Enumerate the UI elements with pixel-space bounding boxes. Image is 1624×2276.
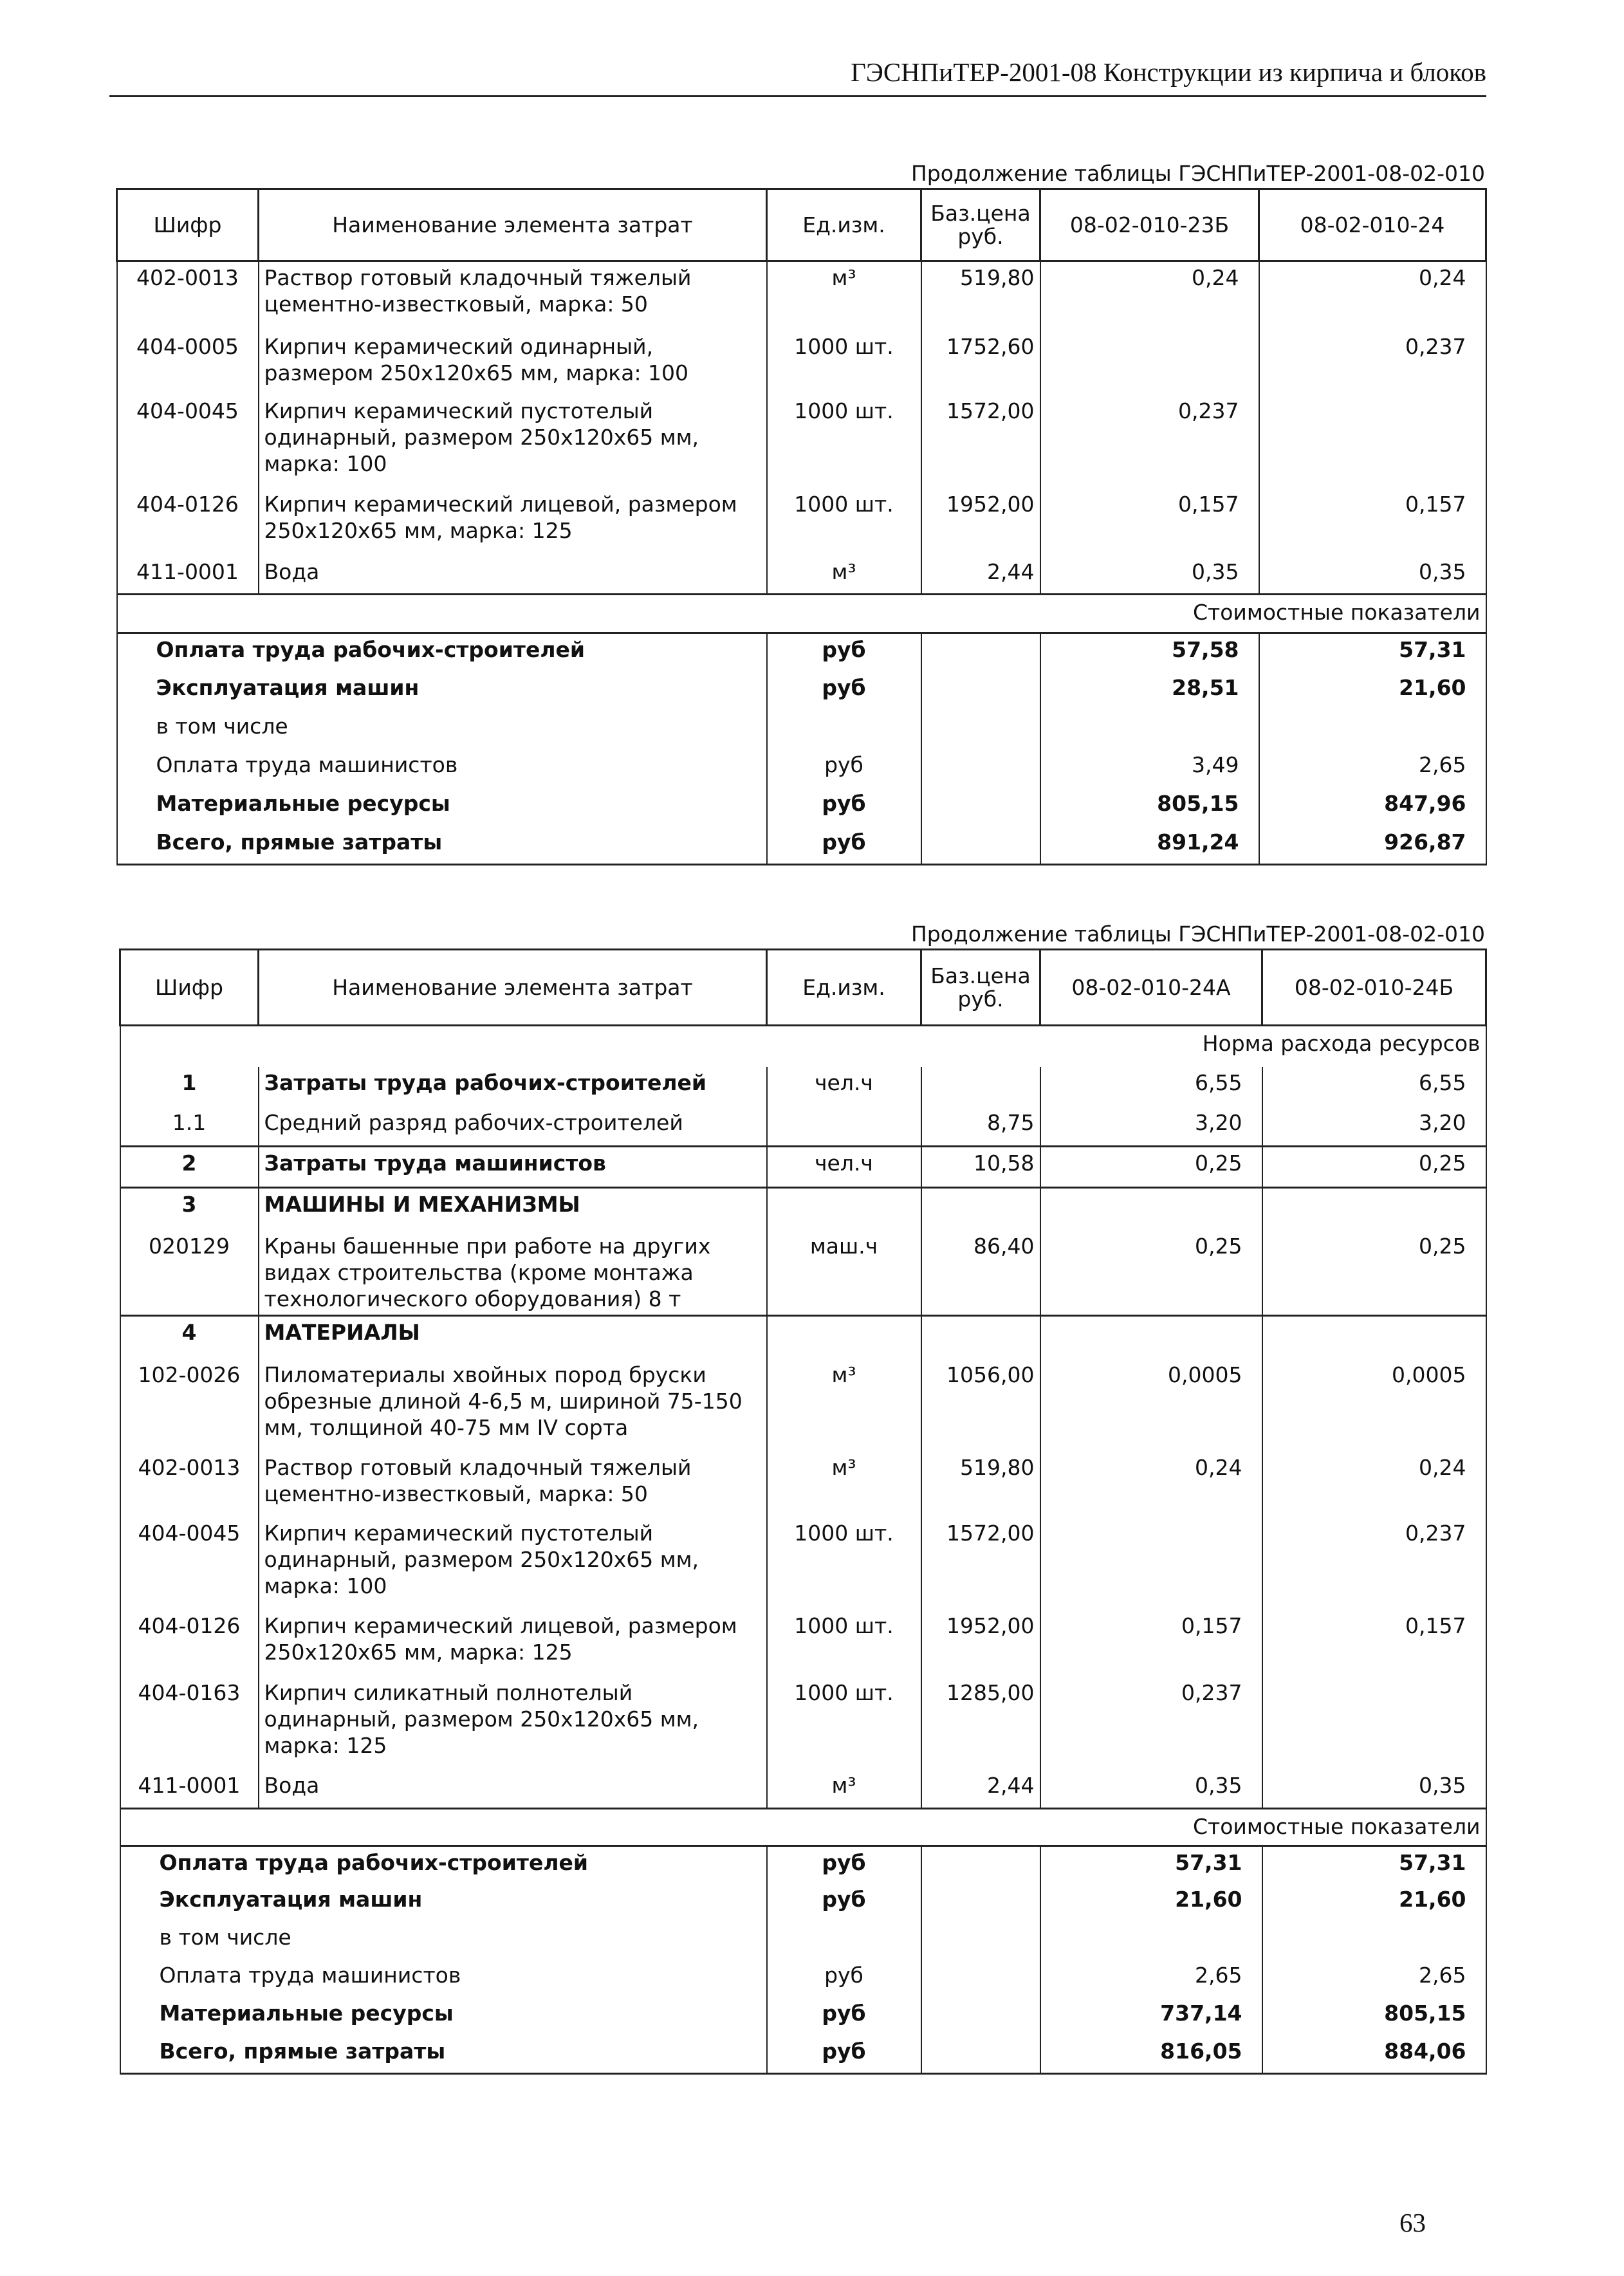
cost-row: [117, 788, 1486, 826]
row-unit: 1000 шт.: [767, 1610, 921, 1677]
cost-price-blank: [921, 788, 1040, 826]
row-col-b: 3,20: [1262, 1107, 1486, 1147]
row-base-price: [921, 1315, 1040, 1359]
row-base-price: 10,58: [921, 1147, 1040, 1188]
row-name: Затраты труда рабочих-строителей: [259, 1067, 767, 1107]
table-row: [117, 331, 1486, 395]
row-col-a: 0,237: [1040, 1677, 1262, 1770]
row-code: 404-0163: [120, 1677, 259, 1770]
table-row: [120, 1610, 1486, 1677]
cost-unit: руб: [767, 1959, 921, 1997]
table1-cost-rows: [117, 633, 1486, 865]
row-code: 102-0026: [120, 1359, 259, 1452]
cost-col-a: 2,65: [1040, 1959, 1262, 1997]
row-col-b: 0,157: [1262, 1610, 1486, 1677]
row-col-b: 0,35: [1262, 1770, 1486, 1808]
cost-row: [117, 672, 1486, 710]
table-row: [120, 1452, 1486, 1517]
row-code: 2: [120, 1147, 259, 1188]
cost-name: Материальные ресурсы: [117, 788, 767, 826]
row-col-a: [1040, 1188, 1262, 1230]
row-unit: маш.ч: [767, 1230, 921, 1316]
row-col-a: 0,25: [1040, 1147, 1262, 1188]
row-base-price: 86,40: [921, 1230, 1040, 1316]
cost-price-blank: [921, 1997, 1040, 2035]
cost-col-b: 57,31: [1262, 1846, 1486, 1883]
cost-price-blank: [921, 1846, 1040, 1883]
row-code: 1.1: [120, 1107, 259, 1147]
row-name: Средний разряд рабочих-строителей: [259, 1107, 767, 1147]
row-unit: м³: [767, 556, 921, 595]
table2-resource-rows: [120, 1067, 1486, 1809]
row-code: 404-0045: [117, 395, 259, 488]
row-code: 411-0001: [120, 1770, 259, 1808]
table2-header-col-a: 08-02-010-24А: [1040, 950, 1262, 1026]
cost-row: [120, 1959, 1486, 1997]
row-unit: [767, 1315, 921, 1359]
row-base-price: 1752,60: [921, 331, 1040, 395]
cost-col-a: 805,15: [1040, 788, 1259, 826]
row-unit: 1000 шт.: [767, 331, 921, 395]
cost-col-b: 2,65: [1262, 1959, 1486, 1997]
row-base-price: 8,75: [921, 1107, 1040, 1147]
header-rule: [109, 95, 1486, 97]
row-col-a: 3,20: [1040, 1107, 1262, 1147]
cost-price-blank: [921, 633, 1040, 672]
cost-col-b: 884,06: [1262, 2035, 1486, 2073]
cost-row: [117, 633, 1486, 672]
cost-unit: [767, 710, 921, 749]
cost-col-b: 2,65: [1259, 749, 1486, 788]
table-row: [117, 488, 1486, 556]
row-col-b: 0,0005: [1262, 1359, 1486, 1452]
row-unit: 1000 шт.: [767, 1677, 921, 1770]
cost-col-a: 57,31: [1040, 1846, 1262, 1883]
row-col-b: 0,24: [1262, 1452, 1486, 1517]
cost-name: Оплата труда машинистов: [120, 1959, 767, 1997]
cost-name: Оплата труда рабочих-строителей: [117, 633, 767, 672]
table1-header-col-a: 08-02-010-23Б: [1040, 189, 1259, 261]
row-col-b: 0,35: [1259, 556, 1486, 595]
cost-name: Материальные ресурсы: [120, 1997, 767, 2035]
row-name: Вода: [259, 1770, 767, 1808]
row-col-b: 0,25: [1262, 1147, 1486, 1188]
table2-cost-band: Стоимостные показатели: [120, 1808, 1486, 1846]
row-name: Кирпич силикатный полнотелый одинарный, размером 250x120x65 мм, марка: 125: [259, 1677, 767, 1770]
table-row: [120, 1517, 1486, 1610]
cost-row: [117, 749, 1486, 788]
cost-col-b: 847,96: [1259, 788, 1486, 826]
cost-unit: руб: [767, 749, 921, 788]
row-name: Кирпич керамический лицевой, размером 250x120x65 мм, марка: 125: [259, 1610, 767, 1677]
row-col-b: 0,157: [1259, 488, 1486, 556]
row-col-b: [1262, 1188, 1486, 1230]
cost-col-b: [1262, 1921, 1486, 1959]
table1-caption: Продолжение таблицы ГЭСНПиТЕР-2001-08-02-010: [910, 161, 1485, 186]
row-name: Затраты труда машинистов: [259, 1147, 767, 1188]
row-col-b: 6,55: [1262, 1067, 1486, 1107]
row-col-b: 0,25: [1262, 1230, 1486, 1316]
row-base-price: 1572,00: [921, 395, 1040, 488]
table2-header-unit: Ед.изм.: [767, 950, 921, 1026]
table-row: [120, 1677, 1486, 1770]
row-unit: м³: [767, 1452, 921, 1517]
row-unit: чел.ч: [767, 1067, 921, 1107]
row-col-a: 0,35: [1040, 556, 1259, 595]
cost-unit: руб: [767, 1883, 921, 1921]
table-row: [117, 395, 1486, 488]
cost-col-b: 926,87: [1259, 826, 1486, 865]
row-base-price: 1572,00: [921, 1517, 1040, 1610]
row-col-b: [1262, 1315, 1486, 1359]
cost-col-a: 891,24: [1040, 826, 1259, 865]
row-code: 4: [120, 1315, 259, 1359]
cost-unit: руб: [767, 672, 921, 710]
cost-col-a: 3,49: [1040, 749, 1259, 788]
table1-cost-band: Стоимостные показатели: [117, 595, 1486, 633]
cost-col-b: [1259, 710, 1486, 749]
row-col-b: 0,24: [1259, 261, 1486, 331]
cost-price-blank: [921, 1921, 1040, 1959]
table2-norm-band: Норма расхода ресурсов: [120, 1026, 1486, 1067]
cost-unit: руб: [767, 826, 921, 865]
cost-col-b: 21,60: [1259, 672, 1486, 710]
cost-row: [120, 1921, 1486, 1959]
cost-col-a: [1040, 710, 1259, 749]
row-col-a: 0,157: [1040, 1610, 1262, 1677]
row-col-b: [1262, 1677, 1486, 1770]
table-row: [117, 261, 1486, 331]
table2-header-col-b: 08-02-010-24Б: [1262, 950, 1486, 1026]
row-name: Вода: [259, 556, 767, 595]
cost-col-b: 805,15: [1262, 1997, 1486, 2035]
row-name: Кирпич керамический одинарный, размером 250x120x65 мм, марка: 100: [259, 331, 767, 395]
cost-price-blank: [921, 749, 1040, 788]
table1-header-name: Наименование элемента затрат: [259, 189, 767, 261]
table2-cost-rows: [120, 1846, 1486, 2073]
row-code: 404-0126: [120, 1610, 259, 1677]
cost-col-b: 21,60: [1262, 1883, 1486, 1921]
table1-header-unit: Ед.изм.: [767, 189, 921, 261]
table-row: [120, 1067, 1486, 1107]
table2-header-code: Шифр: [120, 950, 259, 1026]
cost-name: Эксплуатация машин: [120, 1883, 767, 1921]
cost-unit: [767, 1921, 921, 1959]
cost-row: [117, 826, 1486, 865]
cost-row: [120, 2035, 1486, 2073]
row-base-price: 2,44: [921, 1770, 1040, 1808]
row-unit: 1000 шт.: [767, 395, 921, 488]
row-base-price: 519,80: [921, 261, 1040, 331]
row-col-a: 0,157: [1040, 488, 1259, 556]
row-name: МАТЕРИАЛЫ: [259, 1315, 767, 1359]
row-base-price: 519,80: [921, 1452, 1040, 1517]
row-col-a: 6,55: [1040, 1067, 1262, 1107]
cost-col-a: 28,51: [1040, 672, 1259, 710]
row-unit: чел.ч: [767, 1147, 921, 1188]
row-col-a: 0,24: [1040, 261, 1259, 331]
row-base-price: 1285,00: [921, 1677, 1040, 1770]
running-header: ГЭСНПиТЕР-2001-08 Конструкции из кирпича и блоков: [851, 57, 1486, 87]
table-row: [120, 1107, 1486, 1147]
cost-unit: руб: [767, 1997, 921, 2035]
row-unit: 1000 шт.: [767, 488, 921, 556]
table1-resource-rows: [117, 261, 1486, 595]
row-unit: [767, 1188, 921, 1230]
table1: [116, 188, 1487, 865]
cost-unit: руб: [767, 1846, 921, 1883]
table2-header-base-price: Баз.цена руб.: [921, 950, 1040, 1026]
cost-price-blank: [921, 710, 1040, 749]
table2-header-name: Наименование элемента затрат: [259, 950, 767, 1026]
row-col-a: 0,25: [1040, 1230, 1262, 1316]
row-code: 020129: [120, 1230, 259, 1316]
table1-header-base-price: Баз.цена руб.: [921, 189, 1040, 261]
row-col-a: 0,24: [1040, 1452, 1262, 1517]
table-row: [120, 1230, 1486, 1316]
row-code: 402-0013: [120, 1452, 259, 1517]
row-name: Кирпич керамический лицевой, размером 250x120x65 мм, марка: 125: [259, 488, 767, 556]
row-unit: м³: [767, 261, 921, 331]
table2: [119, 948, 1487, 2075]
row-code: 402-0013: [117, 261, 259, 331]
cost-unit: руб: [767, 788, 921, 826]
row-col-b: 0,237: [1262, 1517, 1486, 1610]
table1-header-code: Шифр: [117, 189, 259, 261]
row-base-price: 1056,00: [921, 1359, 1040, 1452]
cost-name: Всего, прямые затраты: [117, 826, 767, 865]
cost-name: Оплата труда машинистов: [117, 749, 767, 788]
cost-price-blank: [921, 1959, 1040, 1997]
row-code: 404-0045: [120, 1517, 259, 1610]
table2-caption: Продолжение таблицы ГЭСНПиТЕР-2001-08-02-010: [910, 921, 1485, 947]
cost-name: в том числе: [117, 710, 767, 749]
table-row: [120, 1359, 1486, 1452]
cost-name: Оплата труда рабочих-строителей: [120, 1846, 767, 1883]
row-base-price: 1952,00: [921, 1610, 1040, 1677]
row-base-price: 2,44: [921, 556, 1040, 595]
row-col-b: [1259, 395, 1486, 488]
row-code: 3: [120, 1188, 259, 1230]
cost-price-blank: [921, 1883, 1040, 1921]
row-code: 411-0001: [117, 556, 259, 595]
cost-price-blank: [921, 826, 1040, 865]
row-base-price: [921, 1188, 1040, 1230]
cost-name: Эксплуатация машин: [117, 672, 767, 710]
cost-row: [117, 710, 1486, 749]
row-code: 404-0005: [117, 331, 259, 395]
cost-col-a: [1040, 1921, 1262, 1959]
cost-col-a: 57,58: [1040, 633, 1259, 672]
page-number: 63: [1399, 2208, 1426, 2237]
row-col-a: [1040, 331, 1259, 395]
row-code: 404-0126: [117, 488, 259, 556]
row-name: МАШИНЫ И МЕХАНИЗМЫ: [259, 1188, 767, 1230]
row-code: 1: [120, 1067, 259, 1107]
row-name: Раствор готовый кладочный тяжелый цементно-известковый, марка: 50: [259, 261, 767, 331]
row-unit: м³: [767, 1770, 921, 1808]
row-col-a: 0,35: [1040, 1770, 1262, 1808]
row-unit: 1000 шт.: [767, 1517, 921, 1610]
cost-price-blank: [921, 672, 1040, 710]
row-base-price: [921, 1067, 1040, 1107]
row-name: Пиломатериалы хвойных пород бруски обрезные длиной 4-6,5 м, шириной 75-150 мм, толщиной 40-75 мм IV сорта: [259, 1359, 767, 1452]
row-name: Краны башенные при работе на других видах строительства (кроме монтажа технологического оборудования) 8 т: [259, 1230, 767, 1316]
cost-col-a: 737,14: [1040, 1997, 1262, 2035]
row-col-a: [1040, 1517, 1262, 1610]
cost-row: [120, 1846, 1486, 1883]
cost-col-a: 21,60: [1040, 1883, 1262, 1921]
cost-unit: руб: [767, 633, 921, 672]
cost-name: в том числе: [120, 1921, 767, 1959]
row-col-a: [1040, 1315, 1262, 1359]
table1-header-col-b: 08-02-010-24: [1259, 189, 1486, 261]
cost-col-b: 57,31: [1259, 633, 1486, 672]
cost-col-a: 816,05: [1040, 2035, 1262, 2073]
cost-price-blank: [921, 2035, 1040, 2073]
table-row: [120, 1315, 1486, 1359]
row-name: Кирпич керамический пустотелый одинарный, размером 250x120x65 мм, марка: 100: [259, 395, 767, 488]
cost-name: Всего, прямые затраты: [120, 2035, 767, 2073]
table-row: [120, 1147, 1486, 1188]
row-col-b: 0,237: [1259, 331, 1486, 395]
row-unit: [767, 1107, 921, 1147]
row-base-price: 1952,00: [921, 488, 1040, 556]
table-row: [120, 1770, 1486, 1808]
cost-row: [120, 1883, 1486, 1921]
table-row: [120, 1188, 1486, 1230]
table-row: [117, 556, 1486, 595]
row-col-a: 0,0005: [1040, 1359, 1262, 1452]
row-unit: м³: [767, 1359, 921, 1452]
row-name: Раствор готовый кладочный тяжелый цементно-известковый, марка: 50: [259, 1452, 767, 1517]
row-col-a: 0,237: [1040, 395, 1259, 488]
row-name: Кирпич керамический пустотелый одинарный, размером 250x120x65 мм, марка: 100: [259, 1517, 767, 1610]
cost-unit: руб: [767, 2035, 921, 2073]
cost-row: [120, 1997, 1486, 2035]
